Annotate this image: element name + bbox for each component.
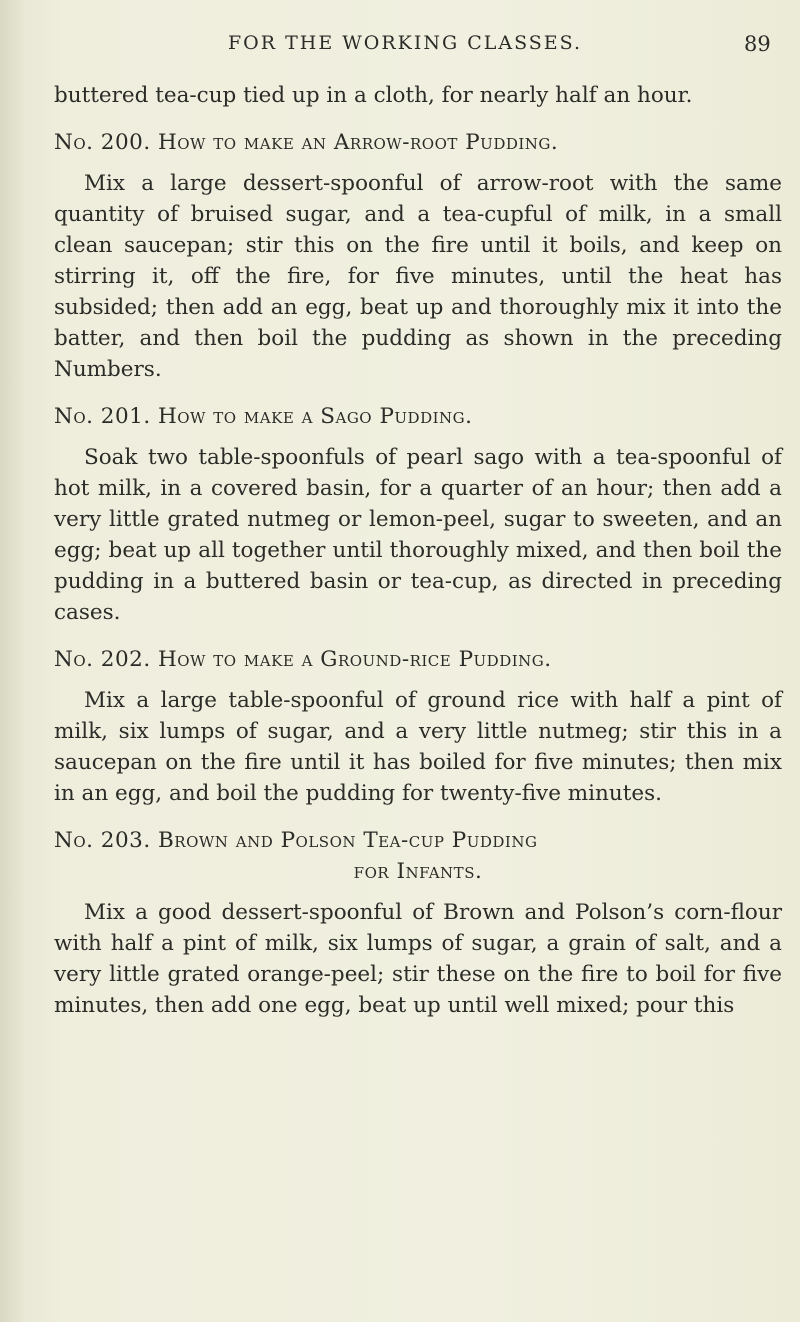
section-2-body: Soak two table-spoonfuls of pearl sago with a tea-spoonful of hot milk, in a covered basin, for a quarter of an hour; then add a very little grated nutmeg or lemon-peel, sugar to sweeten, and an egg; beat up all together until thoroughly mixed, and then boil the pudding in a buttered basin or tea-cup, as directed in preceding cases. bbox=[54, 445, 782, 625]
section-1-heading: No. 200. How to make an Arrow-root Pudding. bbox=[54, 130, 559, 155]
section-4-body: Mix a good dessert-spoonful of Brown and Polson’s corn-flour with half a pint of milk, six lumps of sugar, a grain of salt, and a very little grated orange-peel; stir these on the fire to boil for five minutes, then add one egg, beat up until well mixed; pour this bbox=[54, 900, 782, 1018]
section-1-body: Mix a large dessert-spoonful of arrow-root with the same quantity of bruised sugar, and a tea-cupful of milk, in a small clean saucepan; stir this on the fire until it boils, and keep on stirring it, off the fire, for five minutes, until the heat has subsided; then add an egg, beat up and thoroughly mix it into the batter, and then boil the pudding as shown in the preceding Numbers. bbox=[54, 171, 782, 382]
section-3-body: Mix a large table-spoonful of ground rice with half a pint of milk, six lumps of sugar, and a very little nutmeg; stir this in a saucepan on the fire until it has boiled for five minutes; then mix in an egg, and boil the pudding for twenty-five minutes. bbox=[54, 688, 782, 806]
section-4-heading: No. 203. Brown and Polson Tea-cup Pudding bbox=[54, 828, 538, 853]
section-3-heading: No. 202. How to make a Ground-rice Pudding. bbox=[54, 647, 552, 672]
section-2-heading: No. 201. How to make a Sago Pudding. bbox=[54, 404, 473, 429]
section-4-heading-line2: for Infants. bbox=[353, 859, 483, 884]
page-number: 89 bbox=[744, 32, 771, 56]
page-text bbox=[54, 80, 782, 1021]
gutter-shadow bbox=[0, 0, 24, 1322]
section-0-body: buttered tea-cup tied up in a cloth, for nearly half an hour. bbox=[54, 83, 693, 108]
running-head bbox=[0, 32, 800, 56]
running-head-title: FOR THE WORKING CLASSES. bbox=[228, 32, 583, 54]
